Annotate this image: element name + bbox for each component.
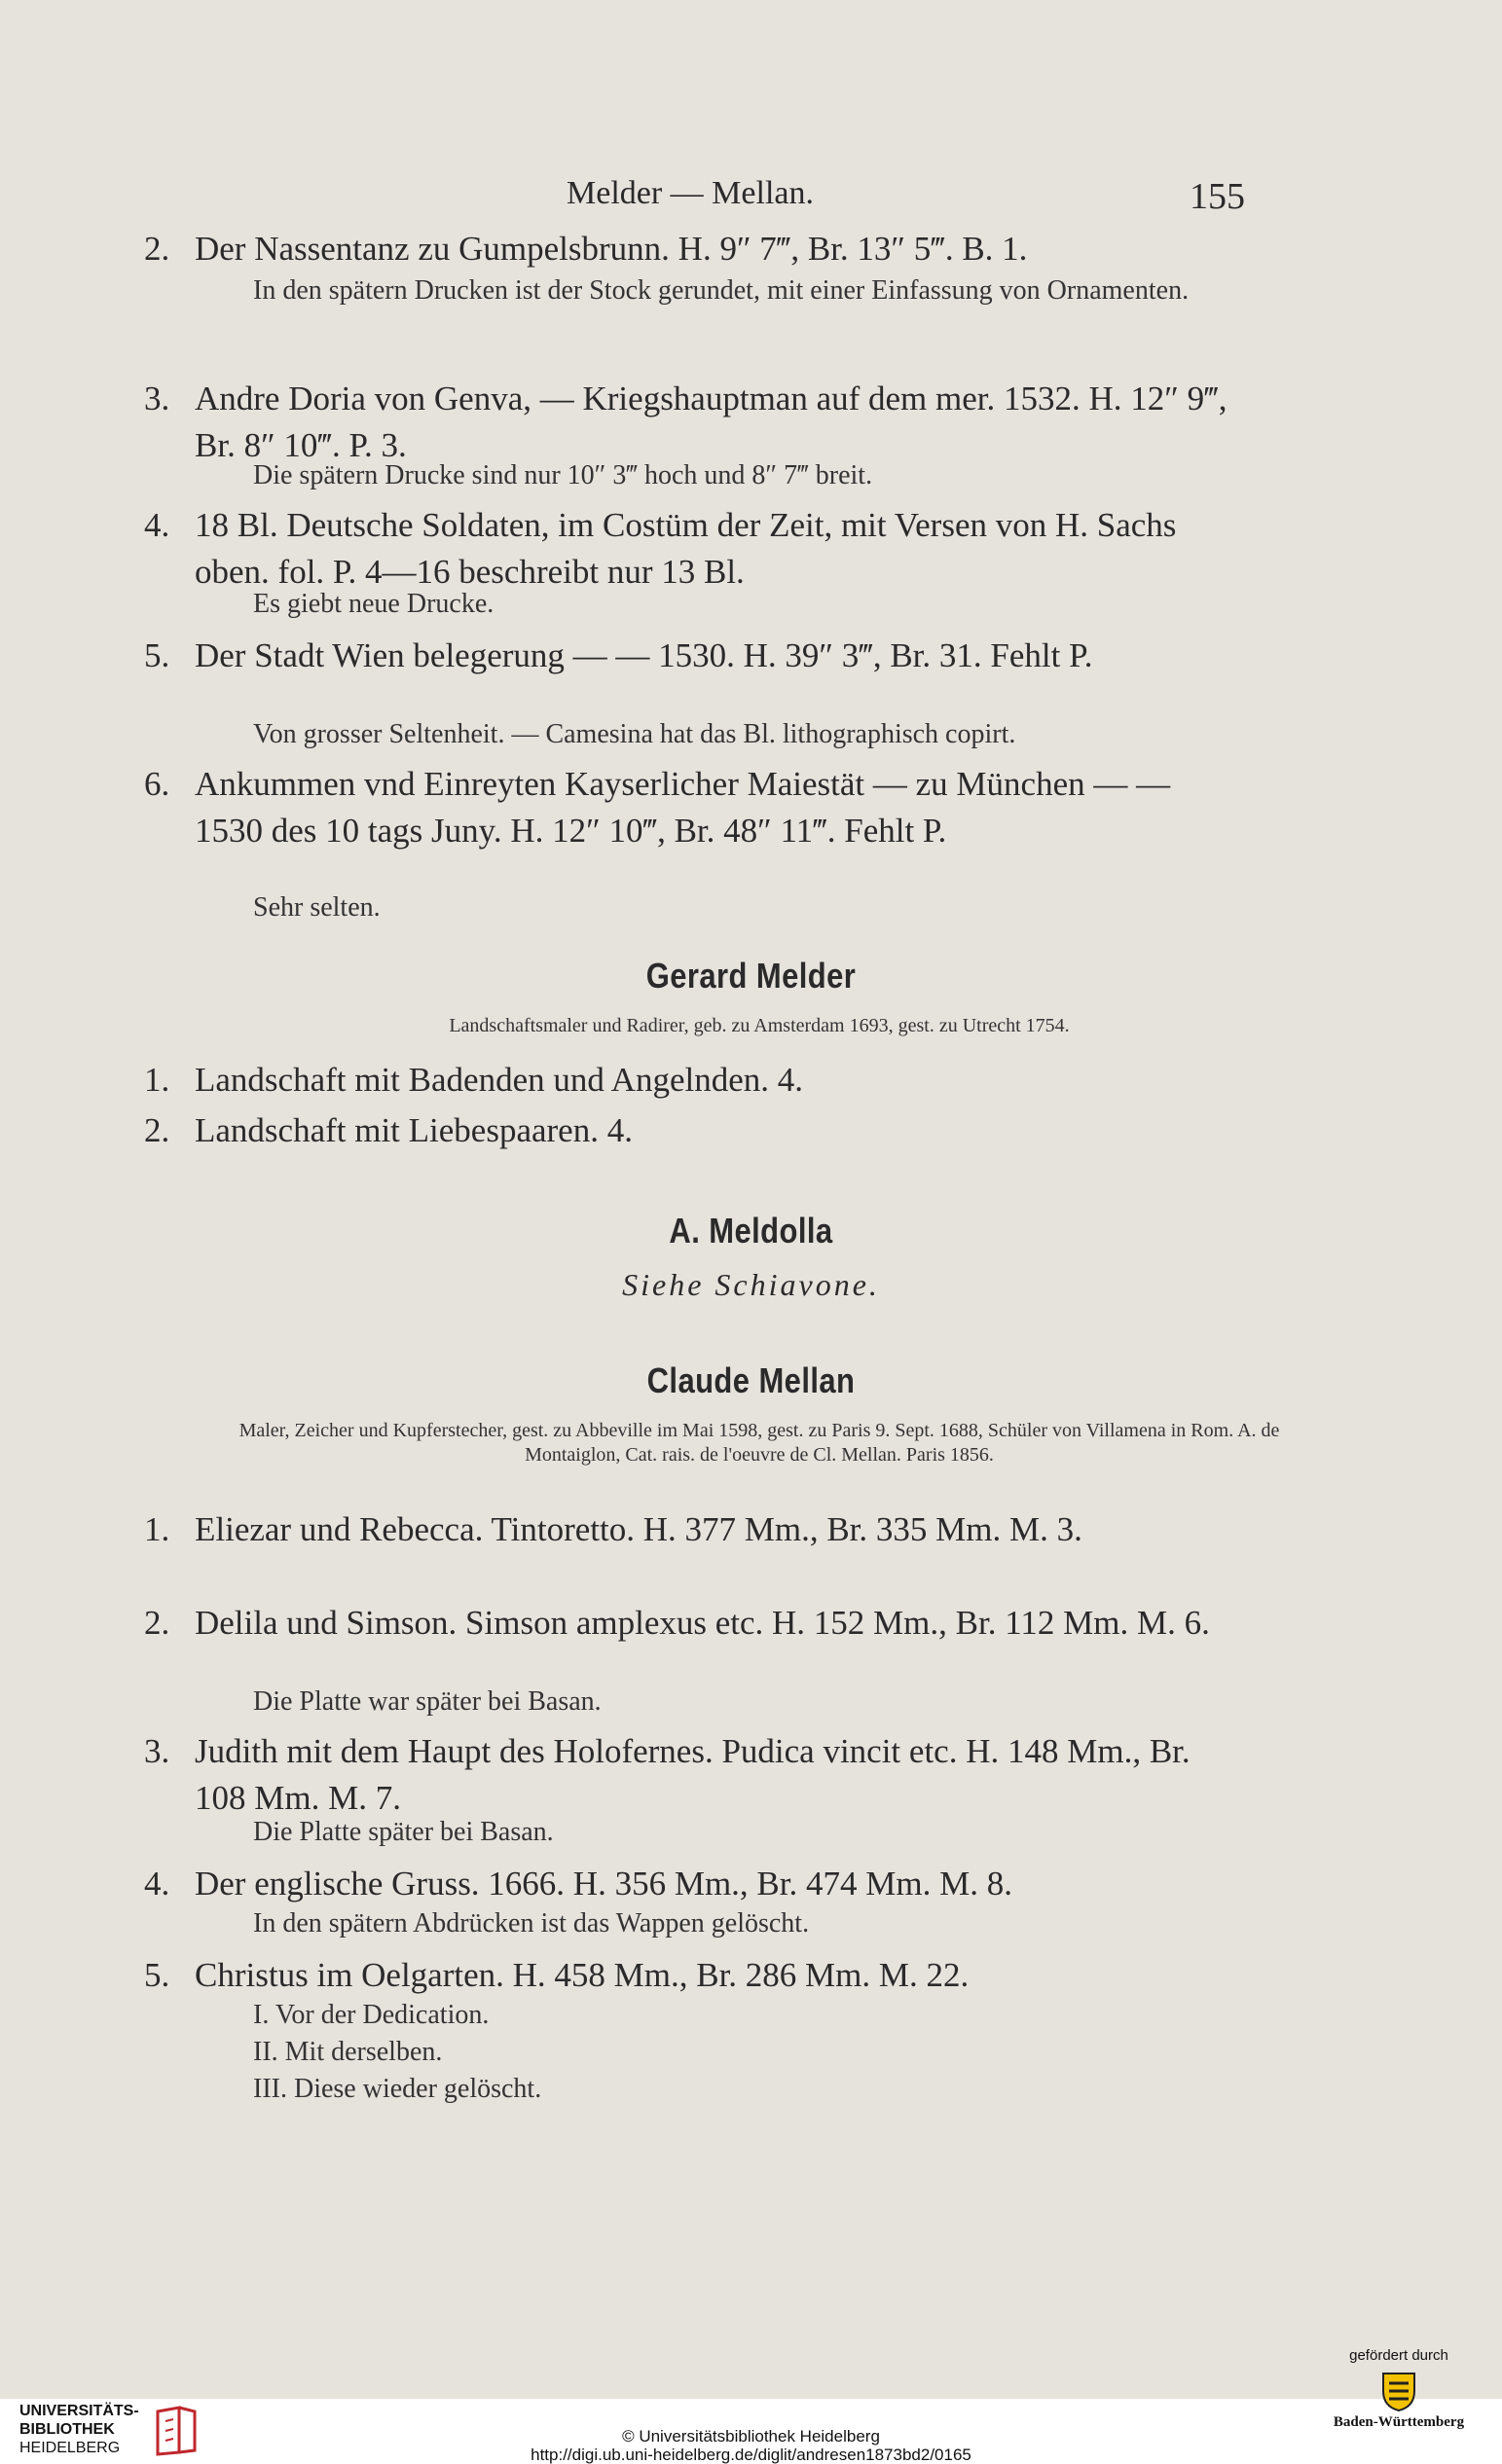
- gerard-entry-2: 2. Landschaft mit Liebespaaren. 4.: [144, 1111, 633, 1149]
- cross-reference: Siehe Schiavone.: [622, 1267, 880, 1302]
- artist-heading-meldolla: A. Meldolla: [669, 1211, 833, 1250]
- mellan-entry-5: 5. Christus im Oelgarten. H. 458 Mm., Br. 286 Mm. M. 22.: [144, 1956, 970, 1994]
- entry-note: Die Platte war später bei Basan.: [253, 1686, 602, 1717]
- artist-heading-gerard-melder: Gerard Melder: [645, 956, 857, 996]
- state-note: III. Diese wieder gelöscht.: [253, 2074, 542, 2104]
- entry-note: Sehr selten.: [253, 892, 381, 923]
- artist-bio: Maler, Zeicher und Kupferstecher, gest. zu Abbeville im Mai 1598, gest. zu Paris 9. Sept. 1688, Schüler von Villamena in Rom. A. de Montaiglon, Cat. rais. de l'oeuvre de Cl. Mellan. Paris 1856.: [238, 1420, 1280, 1466]
- mellan-entry-4: 4. Der englische Gruss. 1666. H. 356 Mm., Br. 474 Mm. M. 8.: [144, 1865, 1012, 1902]
- entry-4: 4. 18 Bl. Deutsche Soldaten, im Costüm der Zeit, mit Versen von H. Sachs oben. fol. P. 4—16 beschreibt nur 13 Bl.: [144, 506, 1177, 591]
- mellan-entry-3: 3. Judith mit dem Haupt des Holofernes. Pudica vincit etc. H. 148 Mm., Br. 108 Mm. M. 7.: [144, 1732, 1191, 1817]
- entry-2: 2. Der Nassentanz zu Gumpelsbrunn. H. 9″ 7‴, Br. 13″ 5‴. B. 1.: [144, 230, 1028, 268]
- page-number: 155: [1190, 176, 1245, 217]
- source-url[interactable]: http://digi.ub.uni-heidelberg.de/diglit/andresen1873bd2/0165: [531, 2446, 971, 2464]
- running-title: Melder — Mellan.: [567, 175, 814, 211]
- entry-note: Es giebt neue Drucke.: [253, 589, 495, 619]
- funder-name: Baden-Württemberg: [1333, 2414, 1465, 2430]
- state-note: II. Mit derselben.: [253, 2037, 443, 2067]
- mellan-entry-1: 1. Eliezar und Rebecca. Tintoretto. H. 377 Mm., Br. 335 Mm. M. 3.: [144, 1510, 1082, 1548]
- entry-6: 6. Ankummen vnd Einreyten Kayserlicher Maiestät — zu München — — 1530 des 10 tags Juny. H. 12″ 10‴, Br. 48″ 11‴. Fehlt P.: [144, 765, 1171, 850]
- mellan-entry-2: 2. Delila und Simson. Simson amplexus etc. H. 152 Mm., Br. 112 Mm. M. 6.: [144, 1604, 1210, 1642]
- entry-3: 3. Andre Doria von Genva, — Kriegshauptman auf dem mer. 1532. H. 12″ 9‴, Br. 8″ 10‴. P. 3.: [144, 380, 1227, 464]
- entry-note: Von grosser Seltenheit. — Camesina hat das Bl. lithographisch copirt.: [253, 719, 1016, 749]
- entry-note: Die spätern Drucke sind nur 10″ 3‴ hoch und 8″ 7‴ breit.: [253, 460, 873, 490]
- library-name: UNIVERSITÄTS- BIBLIOTHEK HEIDELBERG: [19, 2403, 139, 2456]
- copyright-text: © Universitätsbibliothek Heidelberg: [622, 2427, 880, 2446]
- artist-bio: Landschaftsmaler und Radirer, geb. zu Amsterdam 1693, gest. zu Utrecht 1754.: [449, 1015, 1070, 1036]
- state-note: I. Vor der Dedication.: [253, 2000, 490, 2030]
- artist-heading-claude-mellan: Claude Mellan: [646, 1360, 856, 1400]
- funder-block: [1316, 2347, 1482, 2431]
- entry-note: In den spätern Drucken ist der Stock gerundet, mit einer Einfassung von Ornamenten.: [253, 275, 1190, 306]
- entry-note: In den spätern Abdrücken ist das Wappen gelöscht.: [253, 1908, 810, 1939]
- funded-by-label: gefördert durch: [1349, 2347, 1448, 2364]
- entry-note: Die Platte später bei Basan.: [253, 1817, 554, 1847]
- coat-of-arms-icon: [1379, 2370, 1418, 2412]
- copyright-block: [0, 2427, 1502, 2464]
- gerard-entry-1: 1. Landschaft mit Badenden und Angelnden. 4.: [144, 1061, 803, 1099]
- entry-5: 5. Der Stadt Wien belegerung — — 1530. H. 39″ 3‴, Br. 31. Fehlt P.: [144, 636, 1093, 674]
